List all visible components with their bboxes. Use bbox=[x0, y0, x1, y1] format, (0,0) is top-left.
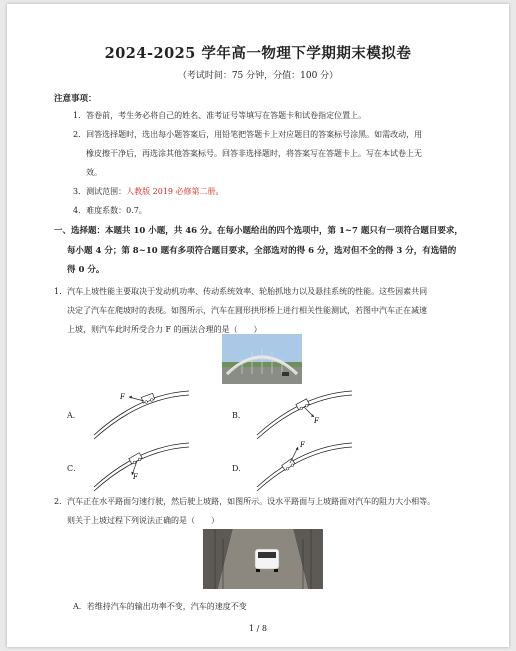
notice-2-line1: 2．回答选择题时，选出每小题答案后，用铅笔把答题卡上对应题目的答案标号涂黑。如需改动，用 bbox=[73, 130, 423, 139]
section1-line3: 得 0 分。 bbox=[67, 265, 105, 275]
q1-option-d-label: D． bbox=[232, 464, 247, 473]
q2-line2: 则关于上坡过程下列说法正确的是（ ） bbox=[67, 516, 219, 525]
force-label-c: F bbox=[133, 473, 138, 481]
page-number: 1 / 8 bbox=[249, 624, 267, 633]
q1-option-c-label: C． bbox=[67, 464, 82, 473]
notice-heading: 注意事项： bbox=[54, 94, 97, 104]
q1-option-b-diagram bbox=[252, 389, 352, 439]
q1-option-b-label: B． bbox=[232, 411, 246, 420]
q1-line3: 上坡，则汽车此时所受合力 F 的画法合理的是（ ） bbox=[67, 325, 262, 334]
notice-3-scope: 人教版 2019 必修第二册 bbox=[126, 187, 216, 196]
force-label-a: F bbox=[120, 393, 125, 401]
q1-option-d-diagram bbox=[252, 441, 352, 491]
q2-line1: 2．汽车正在水平路面匀速行驶，然后驶上坡路，如图所示。设水平路面与上坡路面对汽车的阻力大小相等。 bbox=[54, 497, 436, 506]
section1-line2: 每小题 4 分；第 8~10 题有多项符合题目要求，全部选对的得 6 分，选对但不全的得 3 分，有选错的 bbox=[67, 246, 457, 256]
q1-line1: 1．汽车上坡性能主要取决于发动机功率、传动系统效率、轮胎抓地力以及悬挂系统的性能。这些因素共同 bbox=[54, 287, 428, 296]
car-on-slope-photo bbox=[203, 529, 323, 589]
q1-line2: 决定了汽车在爬坡时的表现。如图所示，汽车在圆形拱形桥上进行相关性能测试，若图中汽车正在减速 bbox=[67, 306, 427, 315]
notice-2-line3: 效。 bbox=[86, 168, 102, 177]
arch-bridge-photo bbox=[222, 334, 302, 384]
notice-3 bbox=[73, 186, 224, 198]
exam-title: 2024-2025 学年高一物理下学期期末模拟卷 bbox=[104, 45, 412, 62]
notice-3-prefix: 3．测试范围： bbox=[73, 187, 127, 196]
q1-option-a-label: A． bbox=[67, 411, 81, 420]
notice-1: 1．答卷前，考生务必将自己的姓名、准考证号等填写在答题卡和试卷指定位置上。 bbox=[73, 111, 367, 120]
notice-3-suffix: 。 bbox=[215, 187, 224, 196]
q2-option-a: A．若维持汽车的输出功率不变，汽车的速度不变 bbox=[73, 602, 247, 611]
notice-4: 4．难度系数：0.7。 bbox=[73, 206, 147, 215]
force-label-d: F bbox=[300, 441, 305, 449]
force-label-b: F bbox=[314, 417, 319, 425]
document-page bbox=[7, 4, 509, 647]
section1-line1: 一、选择题：本题共 10 小题，共 46 分。在每小题给出的四个选项中，第 1~7 题只有一项符合题目要求， bbox=[54, 226, 463, 236]
notice-2-line2: 橡皮擦干净后，再选涂其他答案标号。回答非选择题时，将答案写在答题卡上。写在本试卷上无 bbox=[86, 149, 422, 158]
exam-subtitle: （考试时间：75 分钟，分值：100 分） bbox=[177, 71, 339, 81]
q1-option-c-diagram bbox=[89, 441, 189, 491]
q1-option-a-diagram bbox=[89, 389, 189, 439]
